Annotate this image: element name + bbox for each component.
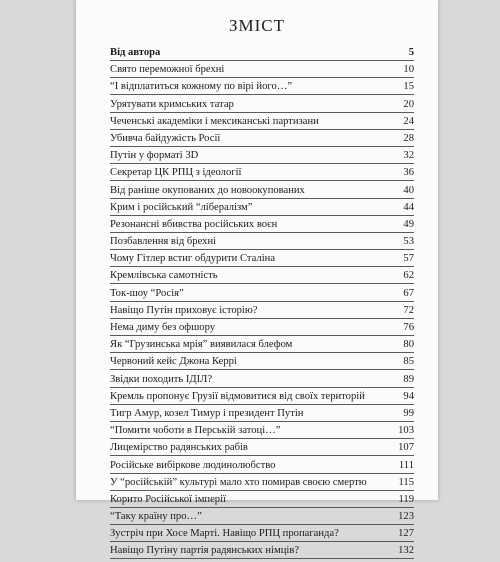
toc-entry [110,493,414,510]
toc-entry-page: 28 [403,132,414,144]
toc-entry [110,269,414,286]
toc-entry [110,355,414,372]
toc-entry-title: Крим і російський “лібералізм” [110,201,253,213]
toc-entry [110,321,414,338]
toc-entry-title: Лицемірство радянських рабів [110,442,248,454]
toc-entry-title: Путін у форматі 3D [110,150,199,162]
toc-entry-title: Червоний кейс Джона Керрі [110,356,237,368]
toc-entry-page: 40 [403,184,414,196]
toc-entry-page: 15 [403,81,414,93]
toc-entry-page: 62 [403,270,414,282]
toc-entry-title: Зустріч при Хосе Марті. Навіщо РПЦ пропаганда? [110,528,339,540]
toc-entry-title: Чому Гітлер встиг обдурити Сталіна [110,253,276,265]
toc-entry-title: Звідки походить ІДІЛ? [110,373,213,385]
book-page [76,0,438,557]
toc-entry-page: 32 [403,150,414,162]
toc-entry-page: 99 [403,407,414,419]
toc-entry-title: Свято переможної брехні [110,64,225,76]
toc-entry-page: 67 [403,287,414,299]
toc-entry-title: Від раніше окупованих до новоокупованих [110,184,305,196]
toc-entry-page: 10 [403,64,414,76]
toc-entry [110,98,414,115]
toc-entry-page: 49 [403,218,414,230]
toc-entry [110,459,414,476]
toc-entry [110,407,414,424]
toc-entry-title: Російське вибіркове людинолюбство [110,459,276,471]
toc-entry-title: Кремлівська самотність [110,270,218,282]
toc-entry [110,235,414,252]
toc-entry-title: “Помити чоботи в Перській затоці…” [110,425,281,437]
toc-entry-page: 72 [403,304,414,316]
toc-entry [110,390,414,407]
toc-entry-page: 111 [398,459,414,471]
toc-entry [110,80,414,97]
toc-entry-title: Як “Грузинська мрія” виявилася блефом [110,339,293,351]
toc-entry-page: 107 [398,442,414,454]
toc-entry-page: 123 [398,511,414,523]
toc-entry-page: 94 [403,390,414,402]
toc-entry-title: Резонансні вбивства російських воєн [110,218,278,230]
toc-entry-title: Від автора [110,47,161,58]
toc-entry-page: 115 [398,476,414,488]
toc-entry-page: 20 [403,98,414,110]
toc-entry [110,441,414,458]
toc-entry-page: 80 [403,339,414,351]
toc-entry-page: 36 [403,167,414,179]
page-title: ЗМІСТ [228,16,286,35]
toc-entry [110,63,414,80]
toc-entry-title: “І відплатиться кожному по вірі його…” [110,81,293,93]
toc-entry [110,424,414,441]
toc-entry-title: Позбавлення від брехні [110,236,217,248]
toc-entry [110,476,414,493]
toc-entry-page: 103 [398,425,414,437]
toc-entry [110,149,414,166]
toc-entry [110,46,414,63]
toc-entry-title: Чеченські академіки і мексиканські партизани [110,115,319,127]
toc-entry-page: 119 [398,493,414,505]
toc-entry-title: Убивча байдужість Росії [110,132,221,144]
toc-entry [110,218,414,235]
toc-entry-page: 24 [403,115,414,127]
toc-entry [110,338,414,355]
toc-entry-page: 89 [403,373,414,385]
toc-entry [110,184,414,201]
toc-entry [110,252,414,269]
table-of-contents [110,46,414,562]
toc-entry-title: Урятувати кримських татар [110,98,234,110]
toc-entry-title: У “російській” культурі мало хто помирав своєю смертю [110,476,367,488]
toc-entry-page: 127 [398,528,414,540]
toc-entry-title: “Таку країну про…” [110,511,202,523]
toc-entry-page: 44 [403,201,414,213]
toc-entry [110,132,414,149]
toc-entry-title: Навіщо Путін приховує історію? [110,304,258,316]
toc-entry [110,115,414,132]
toc-entry-title: Ток-шоу “Росія” [110,287,184,299]
toc-entry-title: Навіщо Путіну партія радянських німців? [110,545,300,557]
toc-entry [110,373,414,390]
toc-entry-page: 76 [403,322,414,333]
toc-entry [110,287,414,304]
toc-entry [110,510,414,527]
toc-entry-title: Нема диму без офшору [110,322,216,333]
toc-entry [110,166,414,183]
toc-entry-page: 132 [398,545,414,557]
toc-entry [110,201,414,218]
toc-entry-page: 85 [403,356,414,368]
toc-entry-title: Кремль пропонує Грузії відмовитися від своїх територій [110,390,365,402]
toc-entry [110,527,414,544]
toc-entry [110,544,414,561]
toc-entry-title: Корито Російської імперії [110,493,226,505]
toc-entry-page: 57 [403,253,414,265]
toc-entry-title: Тигр Амур, козел Тимур і президент Путін [110,407,304,419]
toc-entry-page: 53 [403,236,414,248]
toc-entry-page: 5 [408,47,414,58]
toc-entry-title: Секретар ЦК РПЦ з ідеології [110,167,242,179]
toc-entry [110,304,414,321]
